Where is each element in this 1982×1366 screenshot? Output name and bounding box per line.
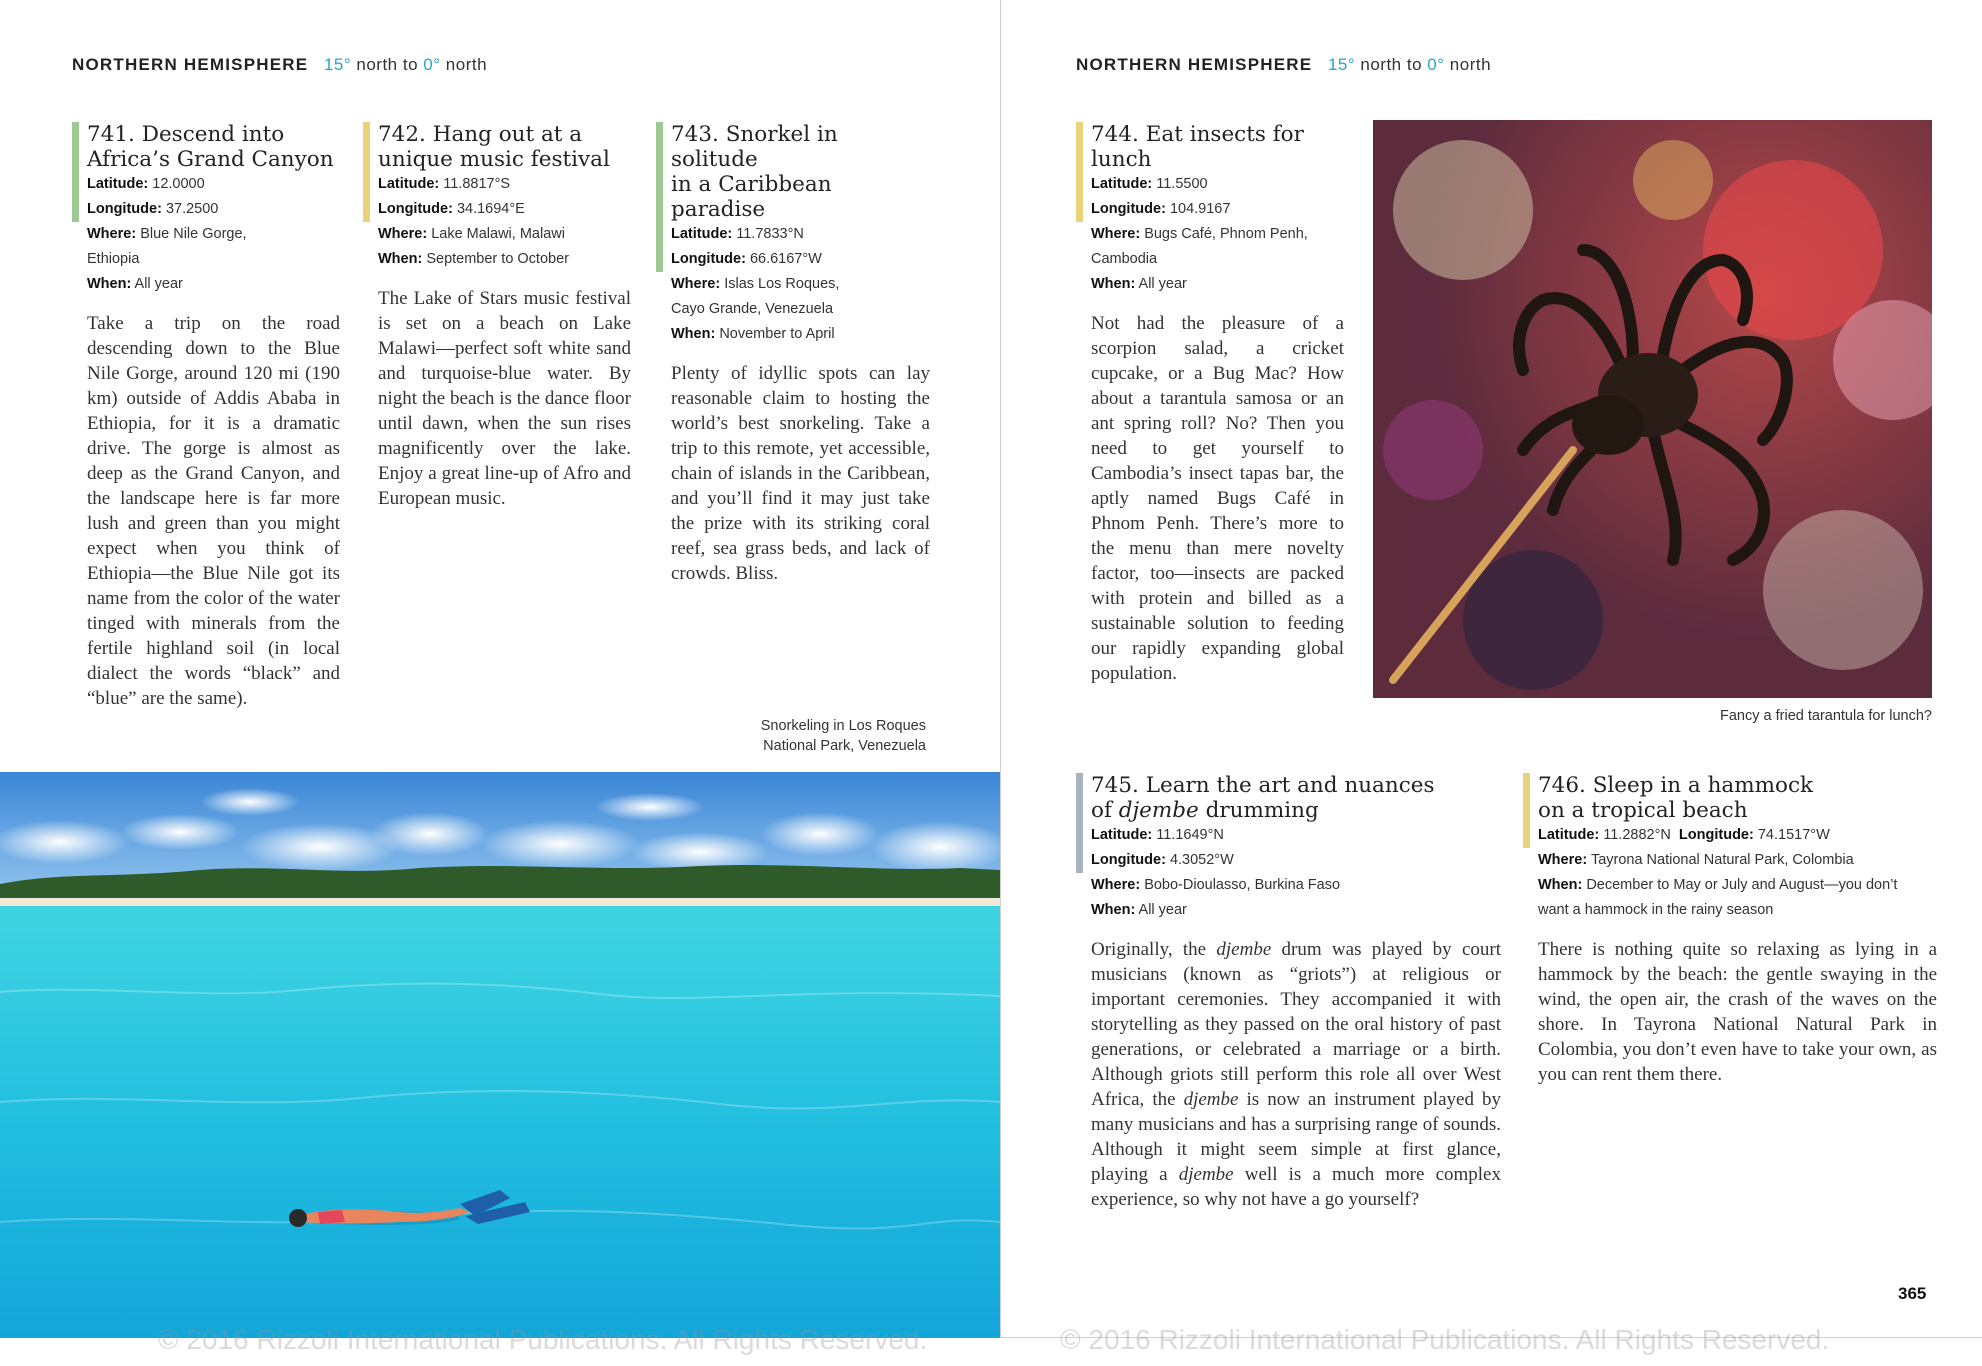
entry-742	[363, 122, 631, 511]
when-value: November to April	[719, 326, 835, 342]
entry-title: 743. Snorkel in solitude in a Caribbean paradise	[671, 122, 838, 222]
entry-meta: Latitude: 11.5500 Longitude: 104.9167	[1091, 176, 1231, 217]
where-value: Bobo-Dioulasso, Burkina Faso	[1144, 877, 1341, 893]
entry-745	[1076, 773, 1501, 1212]
right-page	[1001, 0, 1982, 1366]
entry-where-when: Where: Lake Malawi, Malawi When: September to October	[378, 226, 569, 267]
entry-where-when: Where: Tayrona National Natural Park, Colombia When: December to May or July and August—you don’t want a hammock in the rainy season	[1523, 848, 1937, 923]
when-value-cont: want a hammock in the rainy season	[1538, 902, 1774, 918]
entry-header	[1523, 773, 1937, 848]
tarantula-caption: Fancy a fried tarantula for lunch?	[1720, 708, 1932, 724]
snorkel-photo	[0, 772, 1000, 1338]
entry-where-when: Where: Bobo-Dioulasso, Burkina Faso When: All year	[1091, 877, 1341, 918]
snorkel-caption: Snorkeling in Los Roques National Park, Venezuela	[760, 718, 926, 754]
where-value: Blue Nile Gorge,	[140, 226, 247, 242]
longitude-value: 34.1694°E	[456, 201, 525, 217]
entry-meta: Latitude: 11.2882°N Longitude: 74.1517°W	[1538, 827, 1830, 843]
entry-body: Originally, the djembe drum was played by court musicians (known as “griots”) at religious or important ceremonies. They accompanied it with storytelling as they passed on the oral history of past generations, or celebrated a marriage or a birth. Although griots still perform this role all over West Africa, the djembe is now an instrument played by many musicians and has a surprising range of sounds. Although it might seem simple at first glance, playing a djembe well is a much more complex experience, so why not have a go yourself?	[1091, 939, 1502, 1210]
entry-header	[1076, 122, 1344, 222]
where-value-cont: Cayo Grande, Venezuela	[671, 301, 834, 317]
when-value: September to October	[426, 251, 569, 267]
latitude-value: 11.1649°N	[1156, 827, 1224, 843]
tarantula-photo	[1373, 120, 1932, 698]
entry-body: There is nothing quite so relaxing as lying in a hammock by the beach: the gentle swaying in the wind, the open air, the crash of the waves on the shore. In Tayrona National Natural Park in Colombia, you don’t even have to take your own, as you can rent them there.	[1538, 939, 1937, 1085]
entry-where-when: Where: Blue Nile Gorge, Ethiopia When: All year	[72, 222, 340, 297]
longitude-value: 66.6167°W	[749, 251, 822, 267]
entry-body: Not had the pleasure of a scorpion salad, a cricket cupcake, or a Bug Mac? How about a tarantula samosa or an ant spring roll? No? Then you need to get yourself to Cambodia’s insect tapas bar, the aptly named Bugs Café in Phnom Penh. There’s more to the menu than mere novelty factor, too—insects are packed with protein and billed as a sustainable solution to feeding our rapidly expanding global population.	[1091, 313, 1344, 684]
entry-meta: Latitude: 11.8817°S Longitude: 34.1694°E	[378, 176, 525, 217]
entry-title: 744. Eat insects for lunch	[1091, 122, 1304, 172]
entry-body: Take a trip on the road descending down to the Blue Nile Gorge, around 120 mi (190 km) outside of Addis Ababa in Ethiopia, for it is a dramatic drive. The gorge is almost as deep as the Grand Canyon, and the landscape here is far more lush and green than you might expect when you think of Ethiopia—the Blue Nile got its name from the color of the water tinged with minerals from the fertile highland soil (in local dialect the words “black” and “blue” are the same).	[87, 313, 340, 709]
entry-header	[1076, 773, 1501, 873]
from-degree: 15°	[1327, 55, 1356, 74]
running-head-left	[72, 55, 487, 75]
latitude-value: 12.0000	[152, 176, 205, 192]
to-degree: 0°	[423, 55, 441, 74]
entry-where-when: Where: Islas Los Roques, Cayo Grande, Venezuela When: November to April	[656, 272, 930, 347]
where-value-cont: Cambodia	[1091, 251, 1158, 267]
from-word: north to	[356, 55, 419, 74]
region-label: NORTHERN HEMISPHERE	[1076, 55, 1313, 74]
latitude-value: 11.2882°N	[1603, 827, 1671, 843]
from-degree: 15°	[323, 55, 352, 74]
entry-meta: Latitude: 11.7833°N Longitude: 66.6167°W	[671, 226, 822, 267]
when-value: All year	[1138, 902, 1187, 918]
watermark-right: © 2016 Rizzoli International Publications. All Rights Reserved.	[1060, 1324, 1830, 1355]
to-word: north	[1449, 55, 1492, 74]
latitude-value: 11.5500	[1156, 176, 1208, 192]
where-value-cont: Ethiopia	[87, 251, 140, 267]
longitude-value: 37.2500	[165, 201, 219, 217]
tarantula-photo-graphic	[1373, 120, 1932, 698]
where-value: Islas Los Roques,	[724, 276, 840, 292]
page-number: 365	[1898, 1284, 1927, 1303]
entry-header	[363, 122, 631, 222]
to-degree: 0°	[1427, 55, 1445, 74]
when-value: All year	[1138, 276, 1187, 292]
entry-title: 746. Sleep in a hammock on a tropical beach	[1538, 773, 1814, 823]
entry-title: 745. Learn the art and nuances of djembe drumming	[1091, 773, 1435, 823]
where-value: Tayrona National Natural Park, Colombia	[1590, 852, 1854, 868]
entry-header	[72, 122, 340, 222]
to-word: north	[445, 55, 488, 74]
entry-741	[72, 122, 340, 711]
entry-744	[1076, 122, 1344, 686]
entry-where-when: Where: Bugs Café, Phnom Penh, Cambodia When: All year	[1076, 222, 1344, 297]
when-value: All year	[134, 276, 183, 292]
entry-body: Plenty of idyllic spots can lay reasonable claim to hosting the world’s best snorkeling. Take a trip to this remote, yet accessible, chain of islands in the Caribbean, and you’ll find it may just take the prize with its striking coral reef, sea grass beds, and lack of crowds. Bliss.	[671, 363, 930, 584]
entry-746	[1523, 773, 1937, 1087]
entry-title: 742. Hang out at a unique music festival	[378, 122, 610, 172]
longitude-value: 4.3052°W	[1169, 852, 1234, 868]
longitude-value: 74.1517°W	[1757, 827, 1830, 843]
entry-743	[656, 122, 930, 586]
entry-header	[656, 122, 930, 272]
entry-body: The Lake of Stars music festival is set on a beach on Lake Malawi—perfect soft white sand and turquoise-blue water. By night the beach is the dance floor until dawn, when the sun rises magnificently over the lake. Enjoy a great line-up of Afro and European music.	[378, 288, 631, 509]
where-value: Bugs Café, Phnom Penh,	[1144, 226, 1308, 242]
running-head-right	[1076, 55, 1491, 75]
watermark-left: © 2016 Rizzoli International Publications. All Rights Reserved.	[158, 1324, 928, 1355]
latitude-value: 11.8817°S	[443, 176, 511, 192]
from-word: north to	[1360, 55, 1423, 74]
entry-title: 741. Descend into Africa’s Grand Canyon	[87, 122, 334, 172]
when-value: December to May or July and August—you don’t	[1586, 877, 1898, 893]
entry-meta: Latitude: 11.1649°N Longitude: 4.3052°W	[1091, 827, 1234, 868]
snorkel-photo-graphic	[0, 772, 1000, 1338]
entry-meta: Latitude: 12.0000 Longitude: 37.2500	[87, 176, 219, 217]
longitude-value: 104.9167	[1169, 201, 1231, 217]
where-value: Lake Malawi, Malawi	[431, 226, 565, 242]
region-label: NORTHERN HEMISPHERE	[72, 55, 309, 74]
latitude-value: 11.7833°N	[736, 226, 804, 242]
